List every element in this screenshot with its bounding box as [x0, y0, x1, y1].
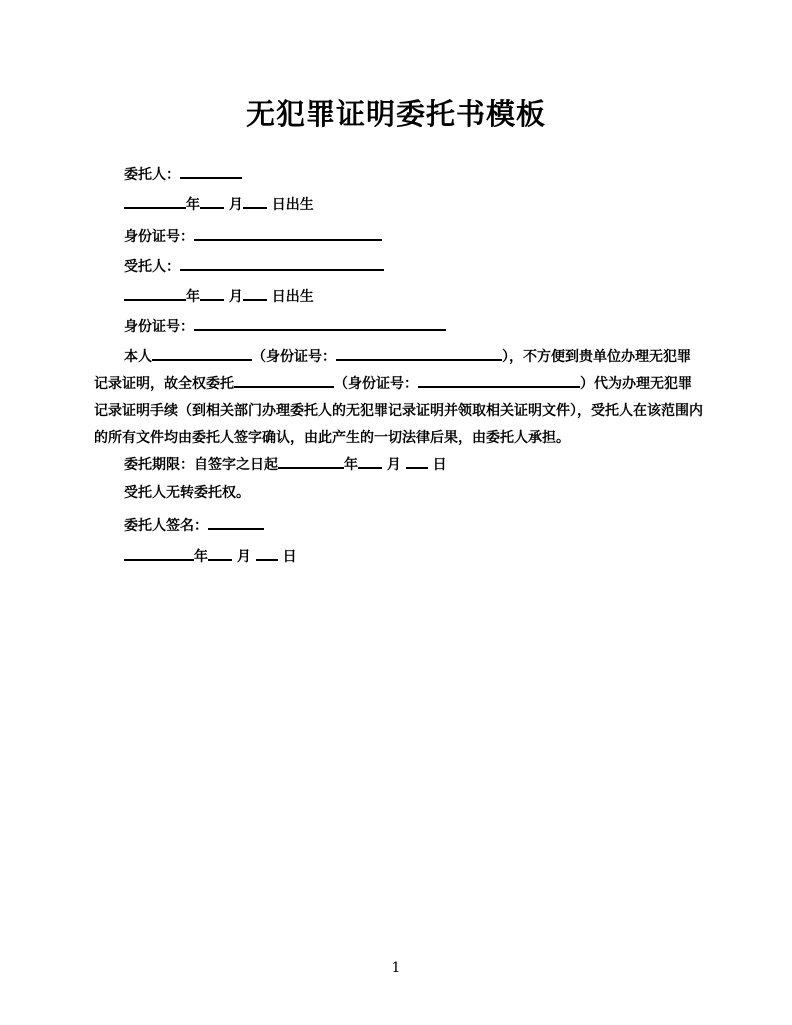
- agent-birth-year-blank: [124, 285, 186, 301]
- agent-id-line: [124, 315, 446, 337]
- body-agent-blank: [234, 372, 334, 388]
- term-line: [124, 453, 447, 475]
- agent-id-blank: [194, 315, 446, 331]
- page-number: 1: [391, 960, 401, 976]
- id-label: 身份证号：: [124, 229, 194, 245]
- sign-year-label: 年: [194, 549, 208, 565]
- agent-line: [124, 255, 384, 277]
- body-paragraph: [94, 344, 704, 452]
- birth-year-blank: [124, 193, 186, 209]
- signature-date-line: [124, 545, 297, 567]
- sign-day-label: 日: [282, 549, 297, 565]
- body-text-1: 本人: [124, 349, 152, 365]
- principal-line: [124, 163, 242, 185]
- month-label: 月: [228, 289, 243, 305]
- signature-label: 委托人签名：: [124, 518, 208, 534]
- year-label: 年: [186, 197, 200, 213]
- term-year-blank: [278, 453, 344, 469]
- signature-line: [124, 514, 264, 536]
- term-year-label: 年: [344, 457, 358, 473]
- sign-day-blank: [256, 545, 278, 561]
- principal-birth-line: [124, 193, 314, 215]
- term-month-label: 月: [386, 457, 401, 473]
- agent-birth-month-blank: [200, 285, 224, 301]
- agent-birth-day-blank: [243, 285, 267, 301]
- body-text-2: （身份证号：: [252, 349, 336, 365]
- principal-label: 委托人：: [124, 167, 180, 183]
- principal-name-blank: [180, 163, 242, 179]
- sign-month-blank: [208, 545, 232, 561]
- body-text-4: （身份证号：: [334, 376, 418, 392]
- year-label: 年: [186, 289, 200, 305]
- term-month-blank: [358, 453, 382, 469]
- term-day-label: 日: [432, 457, 447, 473]
- agent-label: 受托人：: [124, 259, 180, 275]
- id-label: 身份证号：: [124, 319, 194, 335]
- agent-birth-line: [124, 285, 314, 307]
- body-principal-id-blank: [336, 345, 502, 361]
- born-label: 日出生: [271, 197, 314, 213]
- principal-id-blank: [194, 225, 382, 241]
- document-title: 无犯罪证明委托书模板: [245, 97, 546, 131]
- birth-day-blank: [243, 193, 267, 209]
- sign-year-blank: [124, 545, 194, 561]
- principal-id-line: [124, 225, 382, 247]
- term-day-blank: [406, 453, 428, 469]
- month-label: 月: [228, 197, 243, 213]
- birth-month-blank: [200, 193, 224, 209]
- born-label: 日出生: [271, 289, 314, 305]
- no-subdelegation-line: 受托人无转委托权。: [124, 485, 250, 501]
- body-text-5: ）代为办理无犯罪记录证明手续（到相关部门办理委托人的无犯罪记录证明并领取相关证明文件），受托人在该范围内的所有文件均由委托人签字确认，由此产生的一切法律后果，由委托人承担。: [94, 376, 703, 446]
- body-agent-id-blank: [418, 372, 580, 388]
- term-label: 委托期限：自签字之日起: [124, 457, 278, 473]
- body-principal-blank: [152, 345, 252, 361]
- body-text-3: ），不方便到贵单位办理无犯罪记录证明，故全权委托: [94, 349, 691, 392]
- sign-month-label: 月: [236, 549, 251, 565]
- signature-blank: [208, 514, 264, 530]
- agent-name-blank: [180, 255, 384, 271]
